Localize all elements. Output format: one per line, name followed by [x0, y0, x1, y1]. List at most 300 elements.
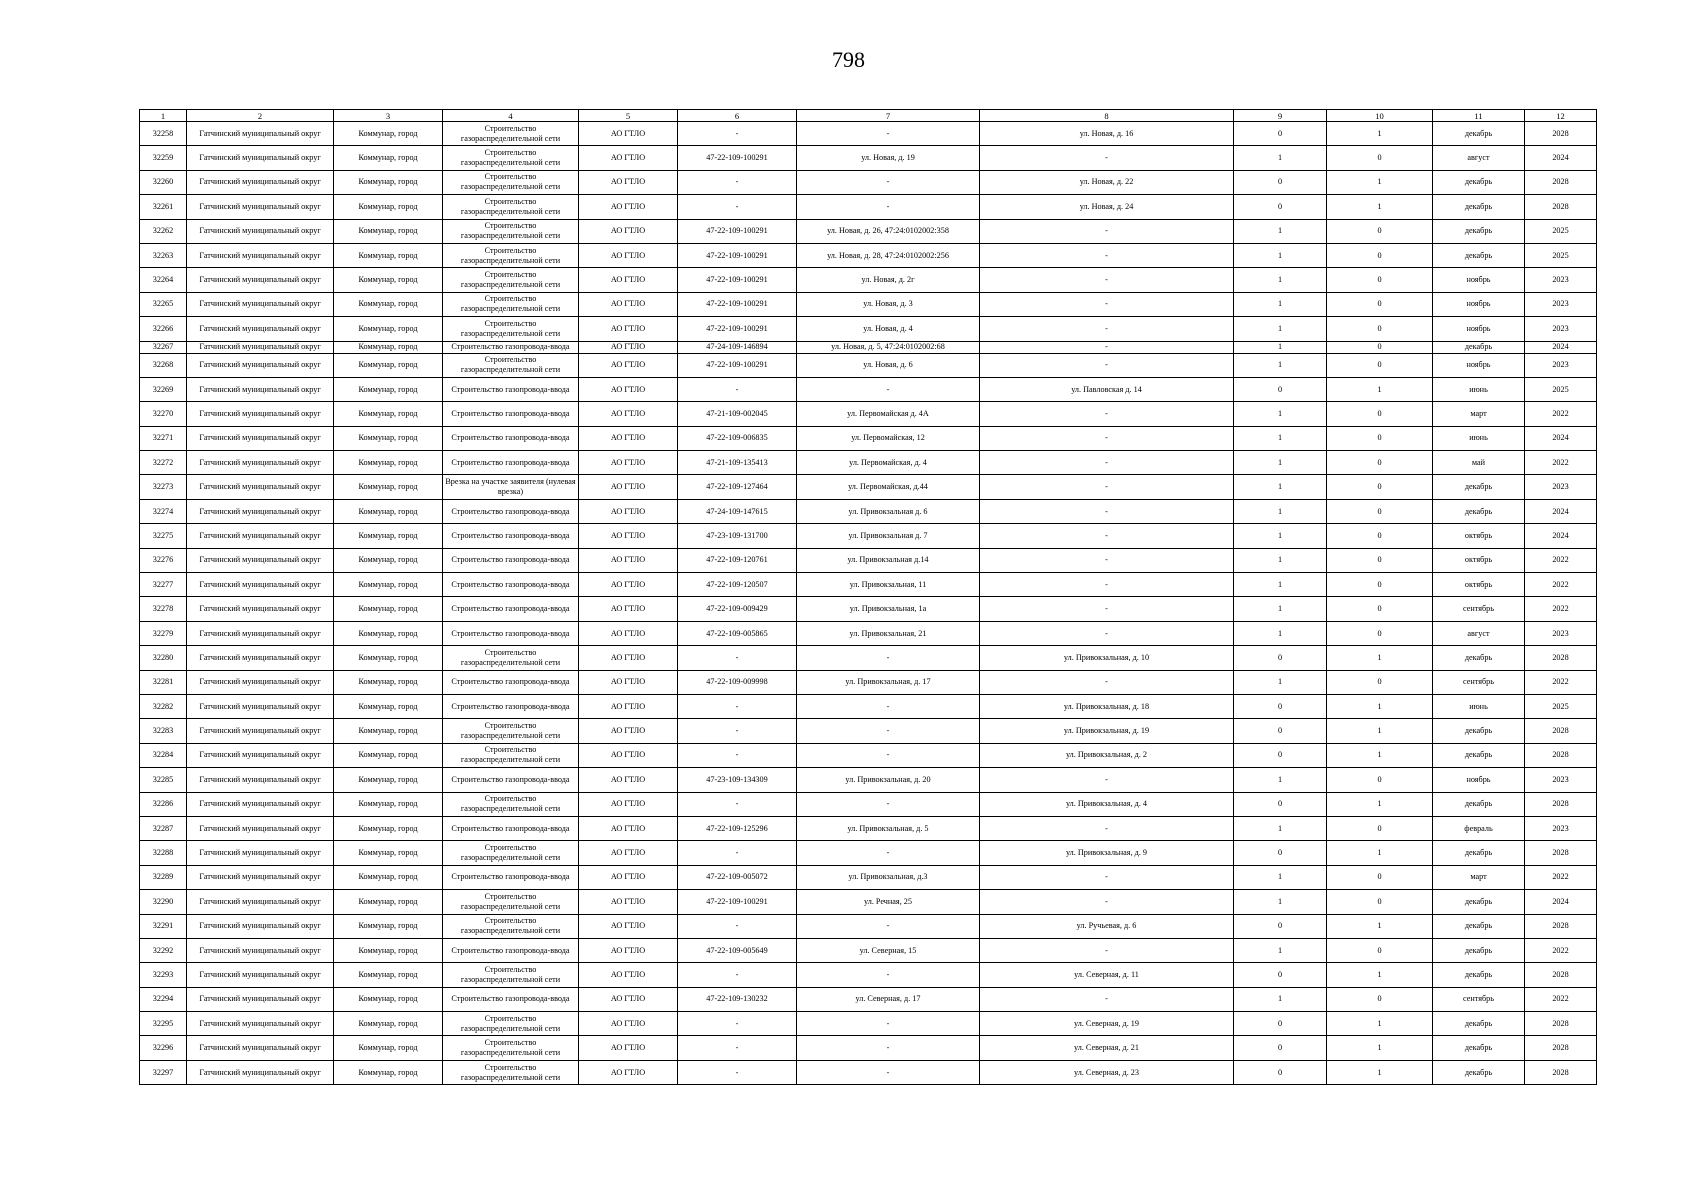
table-row [140, 195, 1597, 219]
settlement-cell: Коммунар, город [334, 499, 443, 523]
address-cell: ул. Первомайская, 12 [797, 426, 980, 450]
column-number-7: 7 [797, 110, 980, 122]
row-id-cell: 32277 [140, 573, 187, 597]
application-number-cell: - [678, 743, 797, 767]
organization-cell: АО ГТЛО [579, 122, 678, 146]
column-number-3: 3 [334, 110, 443, 122]
application-number-cell: 47-22-109-120761 [678, 548, 797, 572]
count-cell-b: 1 [1327, 719, 1433, 743]
table-body [140, 110, 1597, 1085]
year-cell: 2028 [1525, 963, 1597, 987]
count-cell-b: 0 [1327, 548, 1433, 572]
address-cell: - [797, 170, 980, 194]
table-row [140, 792, 1597, 816]
work-type-cell: Строительство газопровода-ввода [443, 597, 579, 621]
count-cell-a: 1 [1234, 451, 1327, 475]
table-row [140, 219, 1597, 243]
planned-address-cell: - [980, 146, 1234, 170]
row-id-cell: 32293 [140, 963, 187, 987]
year-cell: 2023 [1525, 268, 1597, 292]
district-cell: Гатчинский муниципальный округ [187, 816, 334, 840]
organization-cell: АО ГТЛО [579, 987, 678, 1011]
application-number-cell: - [678, 694, 797, 718]
count-cell-b: 0 [1327, 938, 1433, 962]
work-type-cell: Строительство газораспределительной сети [443, 1012, 579, 1036]
settlement-cell: Коммунар, город [334, 1036, 443, 1060]
table-row [140, 122, 1597, 146]
organization-cell: АО ГТЛО [579, 792, 678, 816]
count-cell-b: 0 [1327, 243, 1433, 267]
work-type-cell: Строительство газораспределительной сети [443, 1036, 579, 1060]
organization-cell: АО ГТЛО [579, 353, 678, 377]
year-cell: 2023 [1525, 768, 1597, 792]
count-cell-a: 1 [1234, 317, 1327, 341]
count-cell-b: 1 [1327, 694, 1433, 718]
month-cell: ноябрь [1433, 317, 1525, 341]
organization-cell: АО ГТЛО [579, 1012, 678, 1036]
row-id-cell: 32287 [140, 816, 187, 840]
planned-address-cell: ул. Павловская д. 14 [980, 377, 1234, 401]
month-cell: март [1433, 865, 1525, 889]
district-cell: Гатчинский муниципальный округ [187, 292, 334, 316]
year-cell: 2022 [1525, 573, 1597, 597]
application-number-cell: - [678, 792, 797, 816]
month-cell: март [1433, 402, 1525, 426]
register-table-wrapper [139, 109, 1596, 1085]
year-cell: 2023 [1525, 292, 1597, 316]
year-cell: 2028 [1525, 743, 1597, 767]
row-id-cell: 32268 [140, 353, 187, 377]
planned-address-cell: - [980, 402, 1234, 426]
table-row [140, 451, 1597, 475]
work-type-cell: Строительство газопровода-ввода [443, 402, 579, 426]
row-id-cell: 32275 [140, 524, 187, 548]
work-type-cell: Строительство газопровода-ввода [443, 548, 579, 572]
count-cell-a: 0 [1234, 1036, 1327, 1060]
application-number-cell: 47-22-109-100291 [678, 243, 797, 267]
district-cell: Гатчинский муниципальный округ [187, 524, 334, 548]
planned-address-cell: - [980, 670, 1234, 694]
planned-address-cell: - [980, 243, 1234, 267]
address-cell: ул. Привокзальная, д. 5 [797, 816, 980, 840]
settlement-cell: Коммунар, город [334, 573, 443, 597]
work-type-cell: Строительство газораспределительной сети [443, 719, 579, 743]
settlement-cell: Коммунар, город [334, 377, 443, 401]
year-cell: 2022 [1525, 451, 1597, 475]
organization-cell: АО ГТЛО [579, 1060, 678, 1084]
district-cell: Гатчинский муниципальный округ [187, 938, 334, 962]
address-cell: - [797, 694, 980, 718]
address-cell: ул. Привокзальная, д. 17 [797, 670, 980, 694]
planned-address-cell: - [980, 573, 1234, 597]
district-cell: Гатчинский муниципальный округ [187, 987, 334, 1011]
organization-cell: АО ГТЛО [579, 597, 678, 621]
planned-address-cell: - [980, 987, 1234, 1011]
planned-address-cell: - [980, 621, 1234, 645]
month-cell: декабрь [1433, 646, 1525, 670]
organization-cell: АО ГТЛО [579, 743, 678, 767]
work-type-cell: Строительство газораспределительной сети [443, 841, 579, 865]
planned-address-cell: ул. Привокзальная, д. 18 [980, 694, 1234, 718]
count-cell-a: 1 [1234, 524, 1327, 548]
row-id-cell: 32295 [140, 1012, 187, 1036]
address-cell: ул. Привокзальная д.14 [797, 548, 980, 572]
year-cell: 2025 [1525, 219, 1597, 243]
count-cell-a: 0 [1234, 914, 1327, 938]
organization-cell: АО ГТЛО [579, 670, 678, 694]
count-cell-a: 0 [1234, 743, 1327, 767]
column-number-6: 6 [678, 110, 797, 122]
count-cell-b: 1 [1327, 1012, 1433, 1036]
count-cell-b: 0 [1327, 268, 1433, 292]
organization-cell: АО ГТЛО [579, 170, 678, 194]
settlement-cell: Коммунар, город [334, 146, 443, 170]
organization-cell: АО ГТЛО [579, 694, 678, 718]
settlement-cell: Коммунар, город [334, 1012, 443, 1036]
year-cell: 2028 [1525, 1060, 1597, 1084]
address-cell: ул. Первомайская, д. 4 [797, 451, 980, 475]
count-cell-a: 0 [1234, 377, 1327, 401]
address-cell: ул. Привокзальная д. 6 [797, 499, 980, 523]
year-cell: 2022 [1525, 987, 1597, 1011]
month-cell: декабрь [1433, 195, 1525, 219]
month-cell: июнь [1433, 694, 1525, 718]
organization-cell: АО ГТЛО [579, 402, 678, 426]
planned-address-cell: ул. Северная, д. 21 [980, 1036, 1234, 1060]
work-type-cell: Строительство газопровода-ввода [443, 865, 579, 889]
count-cell-a: 1 [1234, 816, 1327, 840]
month-cell: сентябрь [1433, 987, 1525, 1011]
row-id-cell: 32262 [140, 219, 187, 243]
settlement-cell: Коммунар, город [334, 426, 443, 450]
year-cell: 2023 [1525, 816, 1597, 840]
table-row [140, 914, 1597, 938]
organization-cell: АО ГТЛО [579, 426, 678, 450]
month-cell: ноябрь [1433, 768, 1525, 792]
settlement-cell: Коммунар, город [334, 341, 443, 353]
application-number-cell: - [678, 646, 797, 670]
organization-cell: АО ГТЛО [579, 841, 678, 865]
address-cell: ул. Привокзальная, 11 [797, 573, 980, 597]
settlement-cell: Коммунар, город [334, 451, 443, 475]
year-cell: 2023 [1525, 621, 1597, 645]
organization-cell: АО ГТЛО [579, 451, 678, 475]
settlement-cell: Коммунар, город [334, 694, 443, 718]
row-id-cell: 32292 [140, 938, 187, 962]
district-cell: Гатчинский муниципальный округ [187, 341, 334, 353]
work-type-cell: Строительство газораспределительной сети [443, 122, 579, 146]
application-number-cell: 47-22-109-120507 [678, 573, 797, 597]
row-id-cell: 32289 [140, 865, 187, 889]
month-cell: декабрь [1433, 219, 1525, 243]
row-id-cell: 32259 [140, 146, 187, 170]
count-cell-a: 1 [1234, 268, 1327, 292]
planned-address-cell: ул. Новая, д. 22 [980, 170, 1234, 194]
district-cell: Гатчинский муниципальный округ [187, 146, 334, 170]
work-type-cell: Строительство газораспределительной сети [443, 317, 579, 341]
district-cell: Гатчинский муниципальный округ [187, 243, 334, 267]
planned-address-cell: - [980, 548, 1234, 572]
count-cell-a: 1 [1234, 573, 1327, 597]
planned-address-cell: - [980, 938, 1234, 962]
settlement-cell: Коммунар, город [334, 219, 443, 243]
count-cell-b: 0 [1327, 341, 1433, 353]
row-id-cell: 32269 [140, 377, 187, 401]
count-cell-a: 0 [1234, 1060, 1327, 1084]
row-id-cell: 32284 [140, 743, 187, 767]
organization-cell: АО ГТЛО [579, 914, 678, 938]
application-number-cell: 47-22-109-100291 [678, 146, 797, 170]
settlement-cell: Коммунар, город [334, 963, 443, 987]
row-id-cell: 32280 [140, 646, 187, 670]
work-type-cell: Строительство газопровода-ввода [443, 341, 579, 353]
count-cell-b: 1 [1327, 377, 1433, 401]
row-id-cell: 32276 [140, 548, 187, 572]
year-cell: 2028 [1525, 792, 1597, 816]
planned-address-cell: - [980, 499, 1234, 523]
row-id-cell: 32282 [140, 694, 187, 718]
row-id-cell: 32261 [140, 195, 187, 219]
work-type-cell: Строительство газопровода-ввода [443, 694, 579, 718]
district-cell: Гатчинский муниципальный округ [187, 1036, 334, 1060]
count-cell-a: 1 [1234, 621, 1327, 645]
settlement-cell: Коммунар, город [334, 719, 443, 743]
application-number-cell: 47-22-109-125296 [678, 816, 797, 840]
application-number-cell: 47-22-109-130232 [678, 987, 797, 1011]
district-cell: Гатчинский муниципальный округ [187, 317, 334, 341]
address-cell: ул. Привокзальная, 21 [797, 621, 980, 645]
application-number-cell: - [678, 841, 797, 865]
planned-address-cell: ул. Северная, д. 11 [980, 963, 1234, 987]
count-cell-b: 0 [1327, 670, 1433, 694]
table-row [140, 646, 1597, 670]
month-cell: июнь [1433, 377, 1525, 401]
table-row [140, 268, 1597, 292]
address-cell: - [797, 1060, 980, 1084]
count-cell-a: 0 [1234, 122, 1327, 146]
district-cell: Гатчинский муниципальный округ [187, 719, 334, 743]
row-id-cell: 32279 [140, 621, 187, 645]
month-cell: декабрь [1433, 938, 1525, 962]
settlement-cell: Коммунар, город [334, 914, 443, 938]
column-number-9: 9 [1234, 110, 1327, 122]
year-cell: 2028 [1525, 914, 1597, 938]
year-cell: 2022 [1525, 402, 1597, 426]
planned-address-cell: - [980, 524, 1234, 548]
work-type-cell: Строительство газораспределительной сети [443, 1060, 579, 1084]
planned-address-cell: ул. Привокзальная, д. 2 [980, 743, 1234, 767]
row-id-cell: 32281 [140, 670, 187, 694]
address-cell: - [797, 1012, 980, 1036]
year-cell: 2023 [1525, 317, 1597, 341]
application-number-cell: 47-22-109-009429 [678, 597, 797, 621]
count-cell-a: 1 [1234, 243, 1327, 267]
work-type-cell: Строительство газопровода-ввода [443, 670, 579, 694]
year-cell: 2024 [1525, 426, 1597, 450]
work-type-cell: Врезка на участке заявителя (нулевая врезка) [443, 475, 579, 499]
count-cell-b: 0 [1327, 816, 1433, 840]
year-cell: 2023 [1525, 475, 1597, 499]
organization-cell: АО ГТЛО [579, 719, 678, 743]
address-cell: - [797, 377, 980, 401]
application-number-cell: - [678, 1060, 797, 1084]
count-cell-b: 0 [1327, 499, 1433, 523]
count-cell-b: 0 [1327, 597, 1433, 621]
month-cell: май [1433, 451, 1525, 475]
count-cell-a: 0 [1234, 694, 1327, 718]
application-number-cell: - [678, 170, 797, 194]
address-cell: - [797, 1036, 980, 1060]
table-row [140, 317, 1597, 341]
year-cell: 2025 [1525, 377, 1597, 401]
table-row [140, 292, 1597, 316]
table-row [140, 621, 1597, 645]
application-number-cell: 47-21-109-135413 [678, 451, 797, 475]
table-row [140, 670, 1597, 694]
organization-cell: АО ГТЛО [579, 499, 678, 523]
address-cell: - [797, 792, 980, 816]
settlement-cell: Коммунар, город [334, 670, 443, 694]
month-cell: декабрь [1433, 792, 1525, 816]
count-cell-b: 0 [1327, 987, 1433, 1011]
planned-address-cell: ул. Новая, д. 24 [980, 195, 1234, 219]
table-row [140, 597, 1597, 621]
month-cell: октябрь [1433, 548, 1525, 572]
row-id-cell: 32265 [140, 292, 187, 316]
application-number-cell: - [678, 1036, 797, 1060]
month-cell: декабрь [1433, 841, 1525, 865]
table-row [140, 377, 1597, 401]
address-cell: - [797, 122, 980, 146]
settlement-cell: Коммунар, город [334, 243, 443, 267]
month-cell: декабрь [1433, 341, 1525, 353]
count-cell-a: 0 [1234, 841, 1327, 865]
application-number-cell: - [678, 914, 797, 938]
settlement-cell: Коммунар, город [334, 122, 443, 146]
year-cell: 2022 [1525, 865, 1597, 889]
work-type-cell: Строительство газораспределительной сети [443, 646, 579, 670]
table-row [140, 865, 1597, 889]
organization-cell: АО ГТЛО [579, 768, 678, 792]
work-type-cell: Строительство газопровода-ввода [443, 377, 579, 401]
count-cell-a: 1 [1234, 475, 1327, 499]
district-cell: Гатчинский муниципальный округ [187, 597, 334, 621]
column-number-5: 5 [579, 110, 678, 122]
count-cell-a: 1 [1234, 865, 1327, 889]
count-cell-a: 0 [1234, 195, 1327, 219]
organization-cell: АО ГТЛО [579, 890, 678, 914]
address-cell: ул. Речная, 25 [797, 890, 980, 914]
organization-cell: АО ГТЛО [579, 377, 678, 401]
work-type-cell: Строительство газораспределительной сети [443, 195, 579, 219]
organization-cell: АО ГТЛО [579, 573, 678, 597]
year-cell: 2024 [1525, 890, 1597, 914]
district-cell: Гатчинский муниципальный округ [187, 768, 334, 792]
settlement-cell: Коммунар, город [334, 268, 443, 292]
planned-address-cell: - [980, 341, 1234, 353]
row-id-cell: 32278 [140, 597, 187, 621]
count-cell-b: 0 [1327, 475, 1433, 499]
row-id-cell: 32264 [140, 268, 187, 292]
organization-cell: АО ГТЛО [579, 475, 678, 499]
row-id-cell: 32266 [140, 317, 187, 341]
count-cell-a: 1 [1234, 597, 1327, 621]
count-cell-b: 0 [1327, 292, 1433, 316]
organization-cell: АО ГТЛО [579, 963, 678, 987]
month-cell: декабрь [1433, 122, 1525, 146]
work-type-cell: Строительство газораспределительной сети [443, 792, 579, 816]
count-cell-a: 0 [1234, 719, 1327, 743]
table-row [140, 938, 1597, 962]
settlement-cell: Коммунар, город [334, 938, 443, 962]
work-type-cell: Строительство газораспределительной сети [443, 243, 579, 267]
planned-address-cell: - [980, 268, 1234, 292]
settlement-cell: Коммунар, город [334, 865, 443, 889]
count-cell-a: 1 [1234, 890, 1327, 914]
count-cell-a: 1 [1234, 499, 1327, 523]
planned-address-cell: - [980, 475, 1234, 499]
column-number-4: 4 [443, 110, 579, 122]
year-cell: 2028 [1525, 170, 1597, 194]
settlement-cell: Коммунар, город [334, 768, 443, 792]
district-cell: Гатчинский муниципальный округ [187, 841, 334, 865]
table-row [140, 743, 1597, 767]
address-cell: - [797, 963, 980, 987]
district-cell: Гатчинский муниципальный округ [187, 475, 334, 499]
organization-cell: АО ГТЛО [579, 621, 678, 645]
row-id-cell: 32285 [140, 768, 187, 792]
table-row [140, 548, 1597, 572]
district-cell: Гатчинский муниципальный округ [187, 170, 334, 194]
count-cell-a: 1 [1234, 938, 1327, 962]
planned-address-cell: ул. Северная, д. 23 [980, 1060, 1234, 1084]
organization-cell: АО ГТЛО [579, 268, 678, 292]
application-number-cell: 47-22-109-100291 [678, 268, 797, 292]
table-row [140, 170, 1597, 194]
count-cell-a: 0 [1234, 963, 1327, 987]
count-cell-b: 0 [1327, 402, 1433, 426]
settlement-cell: Коммунар, город [334, 743, 443, 767]
district-cell: Гатчинский муниципальный округ [187, 219, 334, 243]
table-row [140, 243, 1597, 267]
month-cell: декабрь [1433, 743, 1525, 767]
settlement-cell: Коммунар, город [334, 646, 443, 670]
organization-cell: АО ГТЛО [579, 292, 678, 316]
work-type-cell: Строительство газопровода-ввода [443, 938, 579, 962]
settlement-cell: Коммунар, город [334, 987, 443, 1011]
address-cell: ул. Привокзальная, 1а [797, 597, 980, 621]
organization-cell: АО ГТЛО [579, 146, 678, 170]
address-cell: ул. Новая, д. 26, 47:24:0102002:358 [797, 219, 980, 243]
settlement-cell: Коммунар, город [334, 524, 443, 548]
month-cell: октябрь [1433, 524, 1525, 548]
application-number-cell: 47-23-109-134309 [678, 768, 797, 792]
address-cell: ул. Привокзальная д. 7 [797, 524, 980, 548]
count-cell-a: 1 [1234, 146, 1327, 170]
district-cell: Гатчинский муниципальный округ [187, 694, 334, 718]
month-cell: декабрь [1433, 475, 1525, 499]
application-number-cell: - [678, 377, 797, 401]
organization-cell: АО ГТЛО [579, 646, 678, 670]
district-cell: Гатчинский муниципальный округ [187, 670, 334, 694]
address-cell: ул. Привокзальная, д.3 [797, 865, 980, 889]
count-cell-b: 1 [1327, 195, 1433, 219]
organization-cell: АО ГТЛО [579, 317, 678, 341]
count-cell-b: 0 [1327, 146, 1433, 170]
application-number-cell: 47-22-109-100291 [678, 353, 797, 377]
settlement-cell: Коммунар, город [334, 621, 443, 645]
application-number-cell: 47-22-109-005072 [678, 865, 797, 889]
